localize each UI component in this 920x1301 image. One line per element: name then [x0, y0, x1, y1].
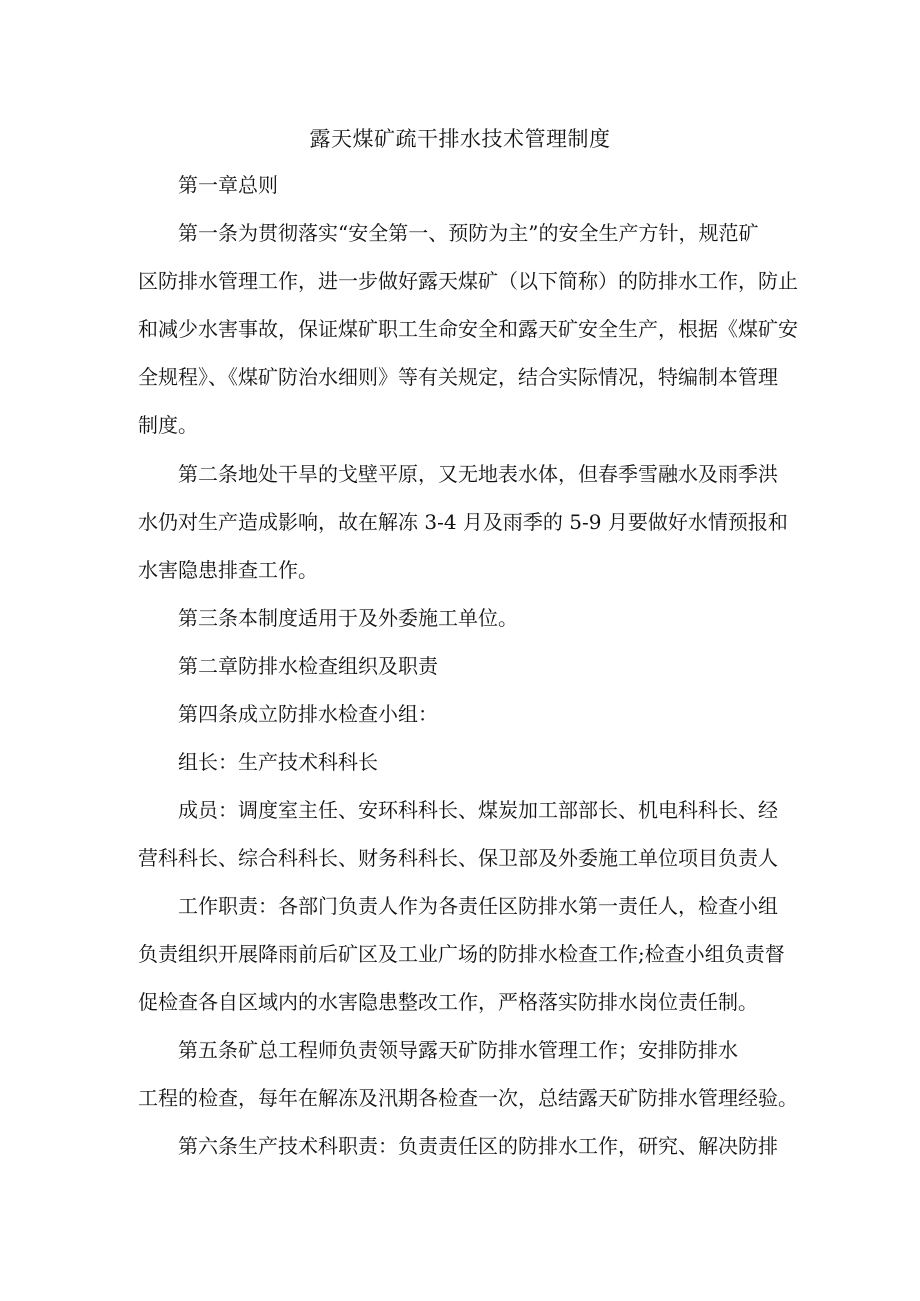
article-1-line-5: 制度。	[138, 413, 198, 437]
chapter-1-heading: 第一章总则	[178, 173, 278, 197]
article-1-line-4: 全规程》、《煤矿防治水细则》等有关规定，结合实际情况，特编制本管理	[138, 365, 778, 389]
article-1-line-1: 第一条为贯彻落实“安全第一、预防为主”的安全生产方针，规范矿	[178, 221, 759, 245]
members-line-2: 营科科长、综合科科长、财务科科长、保卫部及外委施工单位项目负责人	[138, 846, 778, 870]
article-2-line-3: 水害隐患排查工作。	[138, 558, 318, 582]
article-2-line-2: 水仍对生产造成影响，故在解冻 3-4 月及雨季的 5-9 月要做好水情预报和	[138, 510, 788, 534]
article-4-line-1: 第四条成立防排水检查小组：	[178, 702, 438, 726]
article-6-line-1: 第六条生产技术科职责：负责责任区的防排水工作，研究、解决防排	[178, 1134, 778, 1158]
duties-line-2: 负责组织开展降雨前后矿区及工业广场的防排水检查工作;检查小组负责督	[138, 942, 785, 966]
document-title: 露天煤矿疏干排水技术管理制度	[309, 127, 611, 151]
chapter-2-heading: 第二章防排水检查组织及职责	[178, 654, 438, 678]
duties-line-3: 促检查各自区域内的水害隐患整改工作，严格落实防排水岗位责任制。	[138, 990, 758, 1014]
article-2-line-1: 第二条地处干旱的戈壁平原，又无地表水体，但春季雪融水及雨季洪	[178, 462, 778, 486]
article-3-line-1: 第三条本制度适用于及外委施工单位。	[178, 606, 518, 630]
members-line-1: 成员：调度室主任、安环科科长、煤炭加工部部长、机电科科长、经	[178, 798, 778, 822]
group-leader-line: 组长：生产技术科科长	[178, 750, 378, 774]
article-5-line-1: 第五条矿总工程师负责领导露天矿防排水管理工作；安排防排水	[178, 1038, 738, 1062]
article-5-line-2: 工程的检查，每年在解冻及汛期各检查一次，总结露天矿防排水管理经验。	[138, 1086, 798, 1110]
duties-line-1: 工作职责：各部门负责人作为各责任区防排水第一责任人，检查小组	[178, 894, 778, 918]
article-1-line-2: 区防排水管理工作，进一步做好露天煤矿（以下简称）的防排水工作，防止	[138, 269, 798, 293]
article-1-line-3: 和减少水害事故，保证煤矿职工生命安全和露天矿安全生产，根据《煤矿安	[138, 317, 798, 341]
